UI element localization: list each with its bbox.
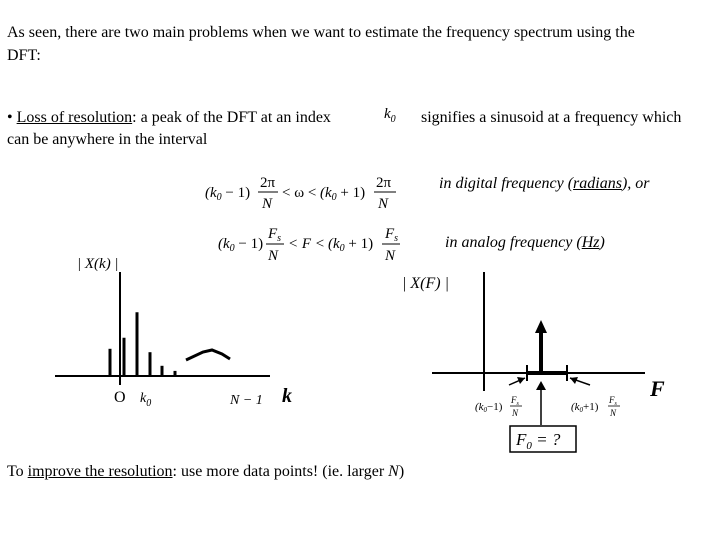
conclusion: To improve the resolution: use more data points! (ie. larger N) — [7, 463, 405, 480]
left-bound-label — [475, 395, 522, 418]
right-plot-xlabel: F — [650, 376, 665, 401]
svg-text:N: N — [378, 196, 389, 212]
left-spectrum-hump — [186, 350, 230, 360]
svg-text:(k0 + 1): $(k_0 + 1)$ — [320, 185, 366, 203]
left-tick-n1: N − 1 — [230, 393, 263, 408]
right-spectrum-plot — [402, 272, 665, 452]
digital-frequency-note: in digital frequency (radians), or — [439, 175, 650, 192]
intro-line-1: As seen, there are two main problems when we want to estimate the frequency spectrum using the — [7, 24, 635, 41]
analog-frequency-note: in analog frequency (Hz) — [445, 234, 605, 251]
bullet-line-1-end: signifies a sinusoid at a frequency which — [421, 109, 682, 126]
svg-text:N: N — [268, 248, 279, 264]
left-dft-plot — [55, 256, 292, 409]
conclusion-link: improve the resolution — [27, 463, 173, 480]
svg-text:Fs: $F_s$ — [385, 226, 399, 244]
svg-text:< ω <: < ω < — [282, 185, 317, 201]
dft-bar — [149, 352, 152, 376]
left-plot-xlabel: k — [282, 385, 292, 407]
f0-question-text: $F_0$ = ? — [516, 430, 561, 452]
index-symbol: $k_0$ — [384, 106, 396, 125]
dft-bar — [174, 371, 177, 376]
bullet-line-2: can be anywhere in the interval — [7, 131, 208, 148]
equation-digital — [205, 175, 396, 212]
bullet-text: : a peak of the DFT at an index — [132, 109, 331, 126]
svg-text:(k0+1): (k0+1) — [571, 401, 599, 414]
right-plot-ylabel: | X(F) | — [402, 275, 449, 292]
svg-text:Fs: $F_s$ — [609, 395, 617, 407]
svg-text:N: N — [512, 408, 519, 418]
svg-text:(k0 − 1): $(k_0 - 1)$ — [205, 185, 251, 203]
dft-bar — [123, 338, 126, 376]
svg-text:(k0 + 1): $(k_0 + 1)$ — [328, 236, 374, 254]
left-plot-ylabel: | X(k) | — [77, 256, 119, 272]
dft-bar — [161, 366, 164, 376]
svg-text:2π: 2π — [376, 175, 392, 191]
bullet-marker: • — [7, 109, 13, 126]
dft-bar — [136, 312, 139, 376]
svg-text:N: N — [385, 248, 396, 264]
svg-text:Fs: $F_s$ — [268, 226, 282, 244]
spectral-line-arrowhead — [535, 320, 547, 333]
svg-text:(k0−1): (k0−1) — [475, 401, 503, 414]
svg-text:N: N — [610, 408, 617, 418]
dft-bar — [109, 349, 112, 376]
svg-text:2π: 2π — [260, 175, 276, 191]
svg-text:(k0 − 1): $(k_0 - 1)$ — [218, 236, 264, 254]
left-origin-label: O — [114, 389, 126, 406]
left-tick-k0: $k_0$ — [140, 391, 152, 409]
left-bars — [109, 312, 177, 376]
svg-text:< F <: < F < — [288, 236, 325, 252]
right-bound-label — [571, 395, 620, 418]
svg-text:Fs: $F_s$ — [511, 395, 519, 407]
intro-line-2: DFT: — [7, 47, 41, 64]
bullet-term: Loss of resolution — [16, 109, 133, 126]
svg-text:N: N — [262, 196, 273, 212]
equation-analog — [218, 226, 400, 264]
